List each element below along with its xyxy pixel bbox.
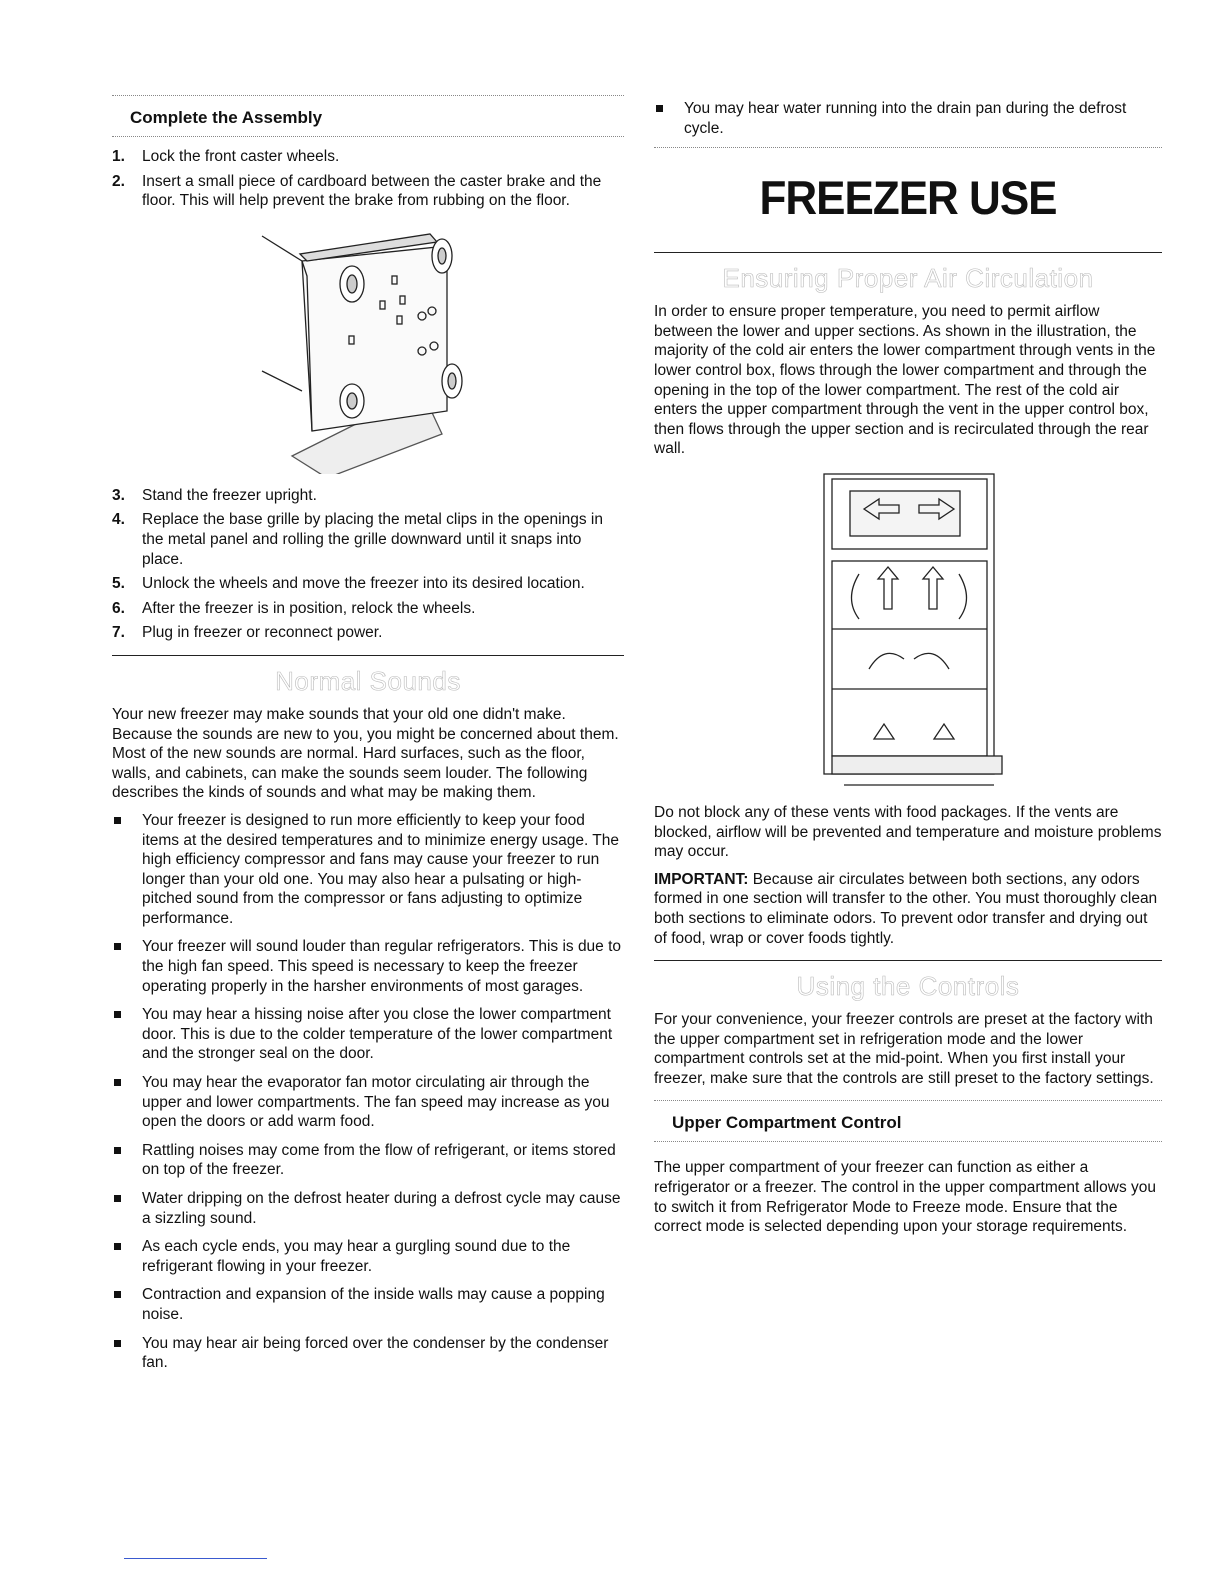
step-number: 1.	[112, 148, 125, 165]
sounds-intro: Your new freezer may make sounds that your old one didn't make. Because the sounds are new to you, you might be concerned about them. Most of the new sounds are normal. Hard surfaces, such as the floor, walls, and cabinets, can make the sounds seem louder. The following describes the kinds of sounds and what may be making them.	[112, 705, 619, 802]
vents-text: Do not block any of these vents with food packages. If the vents are blocked, airflow will be prevented and temperature and moisture problems may occur.	[654, 803, 1162, 861]
using-controls-title: Using the Controls	[796, 971, 1020, 1002]
list-item	[112, 1189, 624, 1228]
divider	[654, 147, 1162, 148]
assembly-steps-a	[112, 147, 624, 211]
step-text: Unlock the wheels and move the freezer into its desired location.	[142, 575, 585, 593]
step-item	[112, 574, 624, 594]
air-circulation-text: In order to ensure proper temperature, you need to permit airflow between the lower and upper sections. As shown in the illustration, the majority of the cold air enters the lower compartment through vents in the lower control box, flows through the lower compartment and through the opening in the top of the lower compartment. The rest of the cold air enters the upper compartment through the vent in the upper control box, then flows through the upper section and is recirculated through the rear wall.	[654, 303, 1156, 458]
bullet-icon	[114, 1079, 121, 1086]
list-item-text: You may hear a hissing noise after you close the lower compartment door. This is due to the colder temperature of the lower compartment and the stronger seal on the door.	[142, 1006, 613, 1063]
bullet-icon	[114, 1147, 121, 1154]
list-item	[112, 1334, 624, 1373]
right-column	[654, 95, 1162, 1237]
step-number: 6.	[112, 599, 125, 617]
upper-compartment-heading: Upper Compartment Control	[672, 1113, 902, 1133]
airflow-illustration	[654, 469, 1162, 789]
section-rule	[112, 655, 624, 656]
upper-compartment-text: The upper compartment of your freezer can function as either a refrigerator or a freezer. The control in the upper compartment allows you to switch it from Refrigerator Mode to Freeze mode. Ensure that the correct mode is selected depending upon your storage requirements.	[654, 1159, 1156, 1236]
list-item	[112, 1285, 624, 1324]
list-item	[112, 1073, 624, 1132]
list-item-text: Rattling noises may come from the flow of refrigerant, or items stored on top of the freezer.	[142, 1141, 616, 1179]
important-label: IMPORTANT:	[654, 870, 749, 888]
step-text: Insert a small piece of cardboard between the caster brake and the floor. This will help prevent the brake from rubbing on the floor.	[142, 172, 602, 210]
step-number: 5.	[112, 575, 125, 593]
bullet-icon	[114, 1243, 121, 1250]
step-item	[112, 599, 624, 619]
step-item	[112, 486, 624, 506]
bullet-icon	[114, 1340, 121, 1347]
list-item	[112, 1005, 624, 1064]
list-item-text: Contraction and expansion of the inside walls may cause a popping noise.	[142, 1286, 605, 1323]
important-text: Because air circulates between both sections, any odors formed in one section will transfer to the other. You must thoroughly clean both sections to eliminate odors. To prevent odor transfer and drying out of food, wrap or cover foods tightly.	[654, 870, 1158, 947]
list-item-text: You may hear air being forced over the condenser by the condenser fan.	[142, 1334, 609, 1372]
page-title: FREEZER USE	[759, 172, 1057, 226]
step-text: After the freezer is in position, relock the wheels.	[142, 599, 476, 617]
list-item-text: Your freezer is designed to run more efficiently to keep your food items at the desired temperatures and to minimize energy usage. The high efficiency compressor and fans may cause your freezer to run longer than your old one. You may also hear a pulsating or high-pitched sound from the compressor or fans adjusting to optimize performance.	[142, 811, 620, 927]
section-rule	[654, 960, 1162, 961]
step-item	[112, 623, 624, 643]
left-column	[112, 95, 624, 1382]
step-number: 2.	[112, 172, 125, 190]
list-item	[654, 99, 1162, 138]
step-item	[112, 172, 624, 211]
list-item	[112, 1141, 624, 1180]
divider	[654, 1141, 1162, 1142]
step-item	[112, 510, 624, 569]
list-item-text: As each cycle ends, you may hear a gurgling sound due to the refrigerant flowing in your freezer.	[142, 1238, 571, 1275]
bullet-icon	[656, 105, 663, 112]
footer-rule	[124, 1558, 267, 1559]
list-item-text: You may hear water running into the drain pan during the defrost cycle.	[684, 100, 1127, 137]
sounds-list	[112, 811, 624, 1373]
section-rule	[654, 252, 1162, 253]
controls-text: For your convenience, your freezer controls are preset at the factory with the upper compartment set in refrigeration mode and the lower compartment controls set at the mid-point. When you first install your freezer, make sure that the controls are still preset to the factory settings.	[654, 1011, 1154, 1087]
bullet-icon	[114, 817, 121, 824]
divider	[112, 136, 624, 137]
step-text: Stand the freezer upright.	[142, 486, 317, 504]
step-text: Lock the front caster wheels.	[142, 148, 340, 165]
list-item	[112, 937, 624, 996]
step-item	[112, 147, 624, 167]
list-item-text: Your freezer will sound louder than regular refrigerators. This is due to the high fan speed. This speed is necessary to keep the freezer operating properly in the harsher environments of most garages.	[142, 938, 622, 995]
list-item	[112, 811, 624, 929]
step-text: Replace the base grille by placing the metal clips in the openings in the metal panel and rolling the grille downward until it snaps into place.	[142, 511, 603, 568]
bullet-icon	[114, 1291, 121, 1298]
caster-brake-illustration	[112, 216, 624, 474]
important-note	[654, 870, 1162, 948]
normal-sounds-title: Normal Sounds	[275, 665, 461, 696]
step-number: 7.	[112, 624, 125, 642]
step-number: 3.	[112, 486, 125, 504]
defrost-list	[654, 99, 1162, 138]
assembly-heading: Complete the Assembly	[130, 108, 323, 127]
step-text: Plug in freezer or reconnect power.	[142, 624, 383, 642]
bullet-icon	[114, 1011, 121, 1018]
bullet-icon	[114, 1195, 121, 1202]
list-item	[112, 1237, 624, 1276]
list-item-text: Water dripping on the defrost heater during a defrost cycle may cause a sizzling sound.	[142, 1190, 621, 1227]
step-number: 4.	[112, 511, 125, 529]
list-item-text: You may hear the evaporator fan motor circulating air through the upper and lower compartments. The fan speed may increase as you open the doors or add warm food.	[142, 1074, 610, 1131]
assembly-steps-b	[112, 486, 624, 643]
air-circulation-title: Ensuring Proper Air Circulation	[722, 263, 1094, 294]
bullet-icon	[114, 943, 121, 950]
